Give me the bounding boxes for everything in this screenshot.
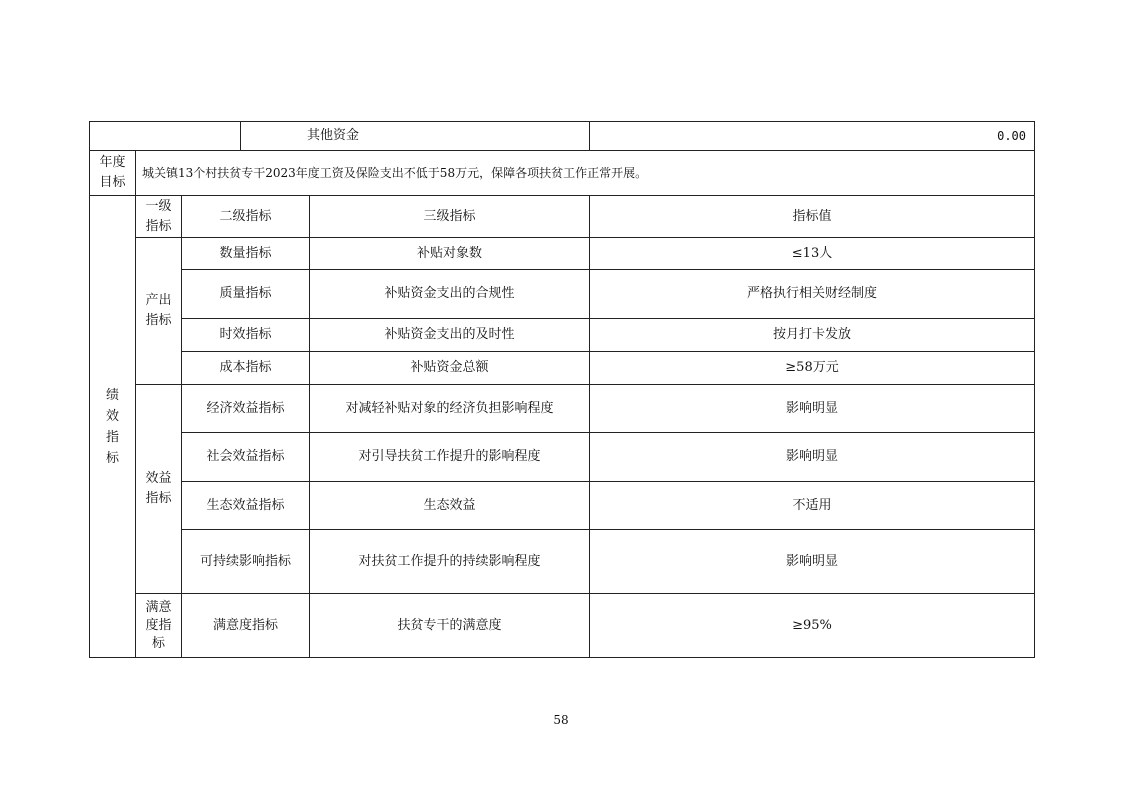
level2-cell: 经济效益指标: [206, 400, 285, 416]
level2-cell: 时效指标: [219, 327, 272, 342]
value-cell: 严格执行相关财经制度: [746, 286, 877, 301]
level3-cell: 扶贫专干的满意度: [397, 617, 502, 633]
header-level2: 二级指标: [219, 208, 272, 224]
level2-cell: 成本指标: [219, 360, 272, 375]
level2-cell: 质量指标: [219, 286, 272, 301]
value-cell: ≥95%: [792, 617, 832, 633]
value-cell: 不适用: [792, 497, 832, 513]
value-cell: 影响明显: [785, 449, 838, 464]
level3-cell: 补贴资金总额: [410, 360, 489, 375]
level2-cell: 数量指标: [219, 245, 272, 261]
header-level1: 一级指标: [145, 198, 172, 234]
level1-satisfaction: 满意度指标: [145, 599, 172, 651]
level2-cell: 生态效益指标: [206, 497, 285, 513]
page-number: 58: [553, 713, 569, 727]
annual-goal-text: 城关镇13个村扶贫专干2023年度工资及保险支出不低于58万元，保障各项扶贫工作正常开展。: [142, 166, 648, 180]
annual-goal-label: 年度目标: [99, 155, 126, 190]
value-cell: 影响明显: [785, 400, 838, 416]
level2-cell: 可持续影响指标: [199, 553, 291, 569]
value-cell: ≥58万元: [785, 360, 839, 375]
value-cell: ≤13人: [791, 245, 833, 261]
level3-cell: 补贴资金支出的合规性: [384, 286, 515, 301]
other-funds-value: 0.00: [997, 129, 1026, 143]
level1-benefit: 效益指标: [145, 471, 172, 506]
level3-cell: 生态效益: [423, 497, 476, 513]
level3-cell: 对减轻补贴对象的经济负担影响程度: [345, 400, 554, 416]
performance-label: 绩效指标: [105, 388, 119, 466]
level3-cell: 补贴资金支出的及时性: [384, 327, 515, 342]
level2-cell: 社会效益指标: [206, 449, 285, 464]
value-cell: 按月打卡发放: [772, 327, 851, 342]
level3-cell: 补贴对象数: [416, 245, 482, 261]
value-cell: 影响明显: [785, 553, 838, 569]
header-level3: 三级指标: [423, 208, 476, 224]
level1-output: 产出指标: [145, 293, 172, 328]
header-value: 指标值: [792, 208, 832, 224]
level3-cell: 对扶贫工作提升的持续影响程度: [358, 553, 541, 569]
level2-cell: 满意度指标: [212, 617, 278, 633]
other-funds-label: 其他资金: [307, 128, 360, 143]
level3-cell: 对引导扶贫工作提升的影响程度: [358, 449, 541, 464]
